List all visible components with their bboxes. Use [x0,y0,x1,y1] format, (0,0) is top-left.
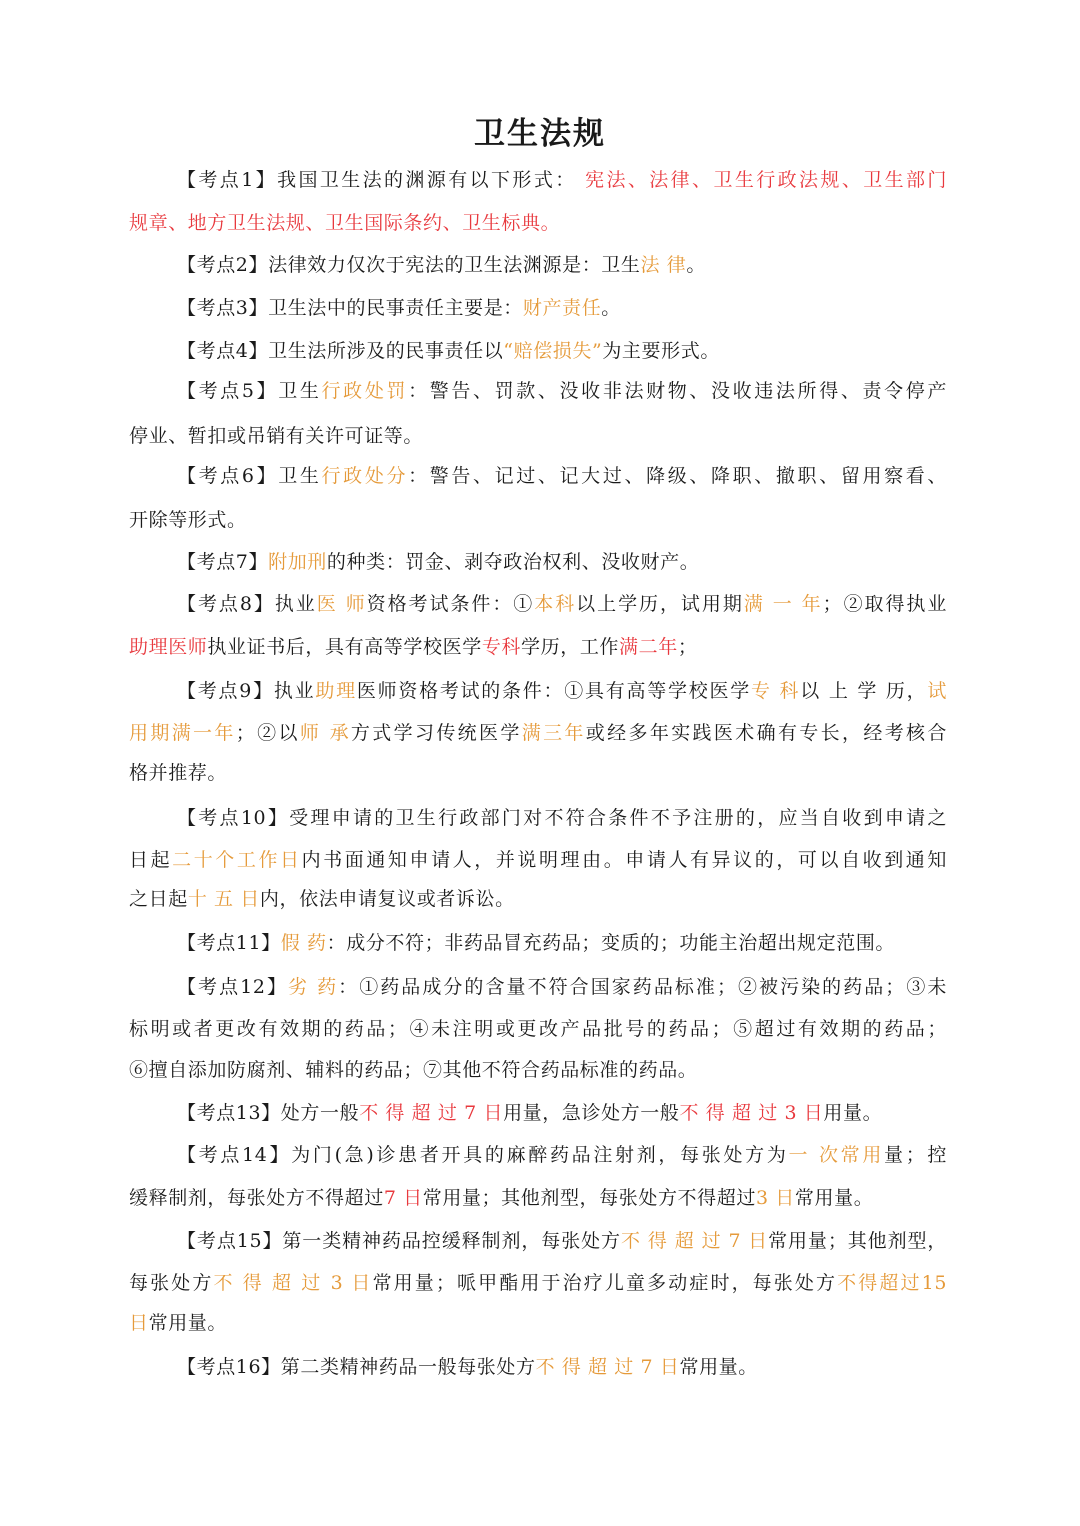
highlight-text: 规章、地方卫生法规、卫生国际条约、卫生标典。 [129,212,561,234]
text-segment: 开除等形式。 [129,509,247,531]
text-segment: 每张处方 [129,1272,214,1294]
text-segment: 【考点9】执业 [177,680,316,702]
highlight-text: 财产责任 [522,297,602,319]
highlight-text: 不 得 超 过 3 日 [679,1102,824,1124]
text-segment: ； [677,636,698,658]
text-segment: 执业证书后，具有高等学校医学 [207,636,482,658]
text-line [129,1183,947,1213]
text-segment: 常用量。 [794,1187,874,1209]
text-line [129,421,947,451]
text-segment: 。 [601,297,621,319]
text-segment: 医师资格考试的条件：①具有高等学校医学 [356,680,752,702]
text-segment: 常用量；其他剂型， [768,1230,948,1252]
text-segment: 或经多年实践医术确有专长，经考核合 [585,722,947,744]
text-line [177,336,947,366]
text-segment: 的种类：罚金、剥夺政治权利、没收财产。 [326,551,700,573]
text-segment: ；②以 [235,722,300,744]
text-line [129,1055,947,1085]
text-segment: 【考点6】卫生 [177,465,322,487]
text-segment: 用量。 [823,1102,883,1124]
highlight-text: 十 五 日 [187,888,260,910]
text-segment: 常用量；哌甲酯用于治疗儿童多动症时，每张处方 [372,1272,838,1294]
text-segment: 以上学历，试用期 [576,593,744,615]
highlight-text: 不 得 超 过 3 日 [213,1272,373,1294]
text-segment: 量；控 [884,1144,947,1166]
text-segment: 【考点12】 [177,976,288,998]
text-line [177,676,947,706]
text-line [177,293,947,323]
text-segment: ：警告、罚款、没收非法财物、没收违法所得、责令停产 [408,380,947,402]
text-segment: 常用量。 [148,1312,228,1334]
text-segment: 【考点16】第二类精神药品一般每张处方 [177,1356,536,1378]
text-line [129,718,947,748]
highlight-text: 助理医师 [129,636,208,658]
text-segment: 日起 [129,849,173,871]
text-line [177,1098,947,1128]
highlight-text: 本科 [534,593,577,615]
highlight-text: 专 科 [751,680,801,702]
text-line [129,1268,947,1298]
scrollbar-track[interactable] [1057,0,1070,1526]
text-segment: 【考点3】卫生法中的民事责任主要是： [177,297,523,319]
text-segment: 内书面通知申请人，并说明理由。申请人有异议的，可以自收到通知 [301,849,947,871]
text-segment: 【考点15】第一类精神药品控缓释制剂，每张处方 [177,1230,621,1252]
highlight-text: 假 药 [280,932,327,954]
highlight-text: 师 承 [299,722,351,744]
text-segment: 资格考试条件：① [366,593,535,615]
highlight-text: 劣 药 [288,976,339,998]
text-segment: 【考点13】处方一般 [177,1102,360,1124]
text-line [177,972,947,1002]
highlight-text: 不 得 超 过 7 日 [359,1102,504,1124]
highlight-text: 不 得 超 过 7 日 [535,1356,680,1378]
text-line [177,1352,947,1382]
text-line [129,758,947,788]
text-segment: 【考点2】法律效力仅次于宪法的卫生法渊源是：卫生 [177,254,641,276]
page-title: 卫生法规 [474,116,606,152]
text-line [177,547,947,577]
text-segment: 【考点7】 [177,551,269,573]
highlight-text: “赔偿损失” [503,340,603,362]
text-segment: 内，依法申请复议或者诉讼。 [259,888,515,910]
highlight-text: 医 师 [316,593,367,615]
text-line [177,376,947,406]
highlight-text: 满三年 [521,722,586,744]
highlight-text: 助理 [315,680,357,702]
highlight-text: 用期满一年 [129,722,236,744]
text-segment: 【考点8】执业 [177,593,317,615]
text-segment: 格并推荐。 [129,762,228,784]
text-line [177,1140,947,1170]
text-segment: 用量，急诊处方一般 [503,1102,680,1124]
text-segment: 缓释制剂，每张处方不得超过 [129,1187,384,1209]
highlight-text: 试 [927,680,947,702]
highlight-text: 7 日 [383,1187,423,1209]
text-segment: 为主要形式。 [602,340,720,362]
highlight-text: 日 [129,1312,149,1334]
text-line [129,208,947,238]
highlight-text: 满 一 年 [743,593,823,615]
text-segment: 【考点4】卫生法所涉及的民事责任以 [177,340,504,362]
highlight-text: 法 律 [640,254,687,276]
text-line [129,632,947,662]
text-line [129,1014,947,1044]
text-line [177,250,947,280]
text-segment: 常用量。 [679,1356,758,1378]
highlight-text: 专科 [481,636,522,658]
text-line [177,1226,947,1256]
text-line [129,845,947,875]
highlight-text: 宪法、法律、卫生行政法规、卫生部门 [585,169,947,191]
highlight-text: 一 次常用 [788,1144,885,1166]
text-segment: 。 [686,254,706,276]
highlight-text: 不 得 超 过 7 日 [620,1230,769,1252]
text-segment: 【考点14】为门(急)诊患者开具的麻醉药品注射剂，每张处方为 [177,1144,789,1166]
highlight-text: 3 日 [755,1187,795,1209]
highlight-text: 附加刑 [268,551,327,573]
text-segment: 停业、暂扣或吊销有关许可证等。 [129,425,424,447]
text-segment: ；②取得执业 [822,593,947,615]
text-segment: ：①药品成分的含量不符合国家药品标准；②被污染的药品；③未 [338,976,947,998]
text-segment: ：警告、记过、记大过、降级、降职、撤职、留用察看、 [408,465,947,487]
highlight-text: 行政处分 [321,465,409,487]
text-segment: ：成分不符；非药品冒充药品；变质的；功能主治超出规定范围。 [326,932,896,954]
text-line [129,505,947,535]
text-line [129,884,947,914]
highlight-text: 满二年 [619,636,678,658]
highlight-text: 行政处罚 [321,380,409,402]
text-segment: 方式学习传统医学 [350,722,522,744]
text-segment: 【考点1】我国卫生法的渊源有以下形式： [177,169,586,191]
text-segment: ⑥擅自添加防腐剂、辅料的药品；⑦其他不符合药品标准的药品。 [129,1059,698,1081]
text-line [177,589,947,619]
text-segment: 【考点5】卫生 [177,380,322,402]
text-segment: 常用量；其他剂型，每张处方不得超过 [422,1187,756,1209]
text-segment: 标明或者更改有效期的药品；④未注明或更改产品批号的药品；⑤超过有效期的药品； [129,1018,947,1040]
text-segment: 以 上 学 历， [800,680,928,702]
highlight-text: 二十个工作日 [172,849,302,871]
text-line [177,928,947,958]
text-line [177,165,947,195]
highlight-text: 不得超过15 [837,1272,948,1294]
text-segment: 【考点10】受理申请的卫生行政部门对不符合条件不予注册的，应当自收到申请之 [177,807,947,829]
text-segment: 【考点11】 [177,932,281,954]
text-line [129,1308,947,1338]
text-line [177,803,947,833]
text-line [177,461,947,491]
text-segment: 之日起 [129,888,188,910]
text-segment: 学历，工作 [521,636,620,658]
